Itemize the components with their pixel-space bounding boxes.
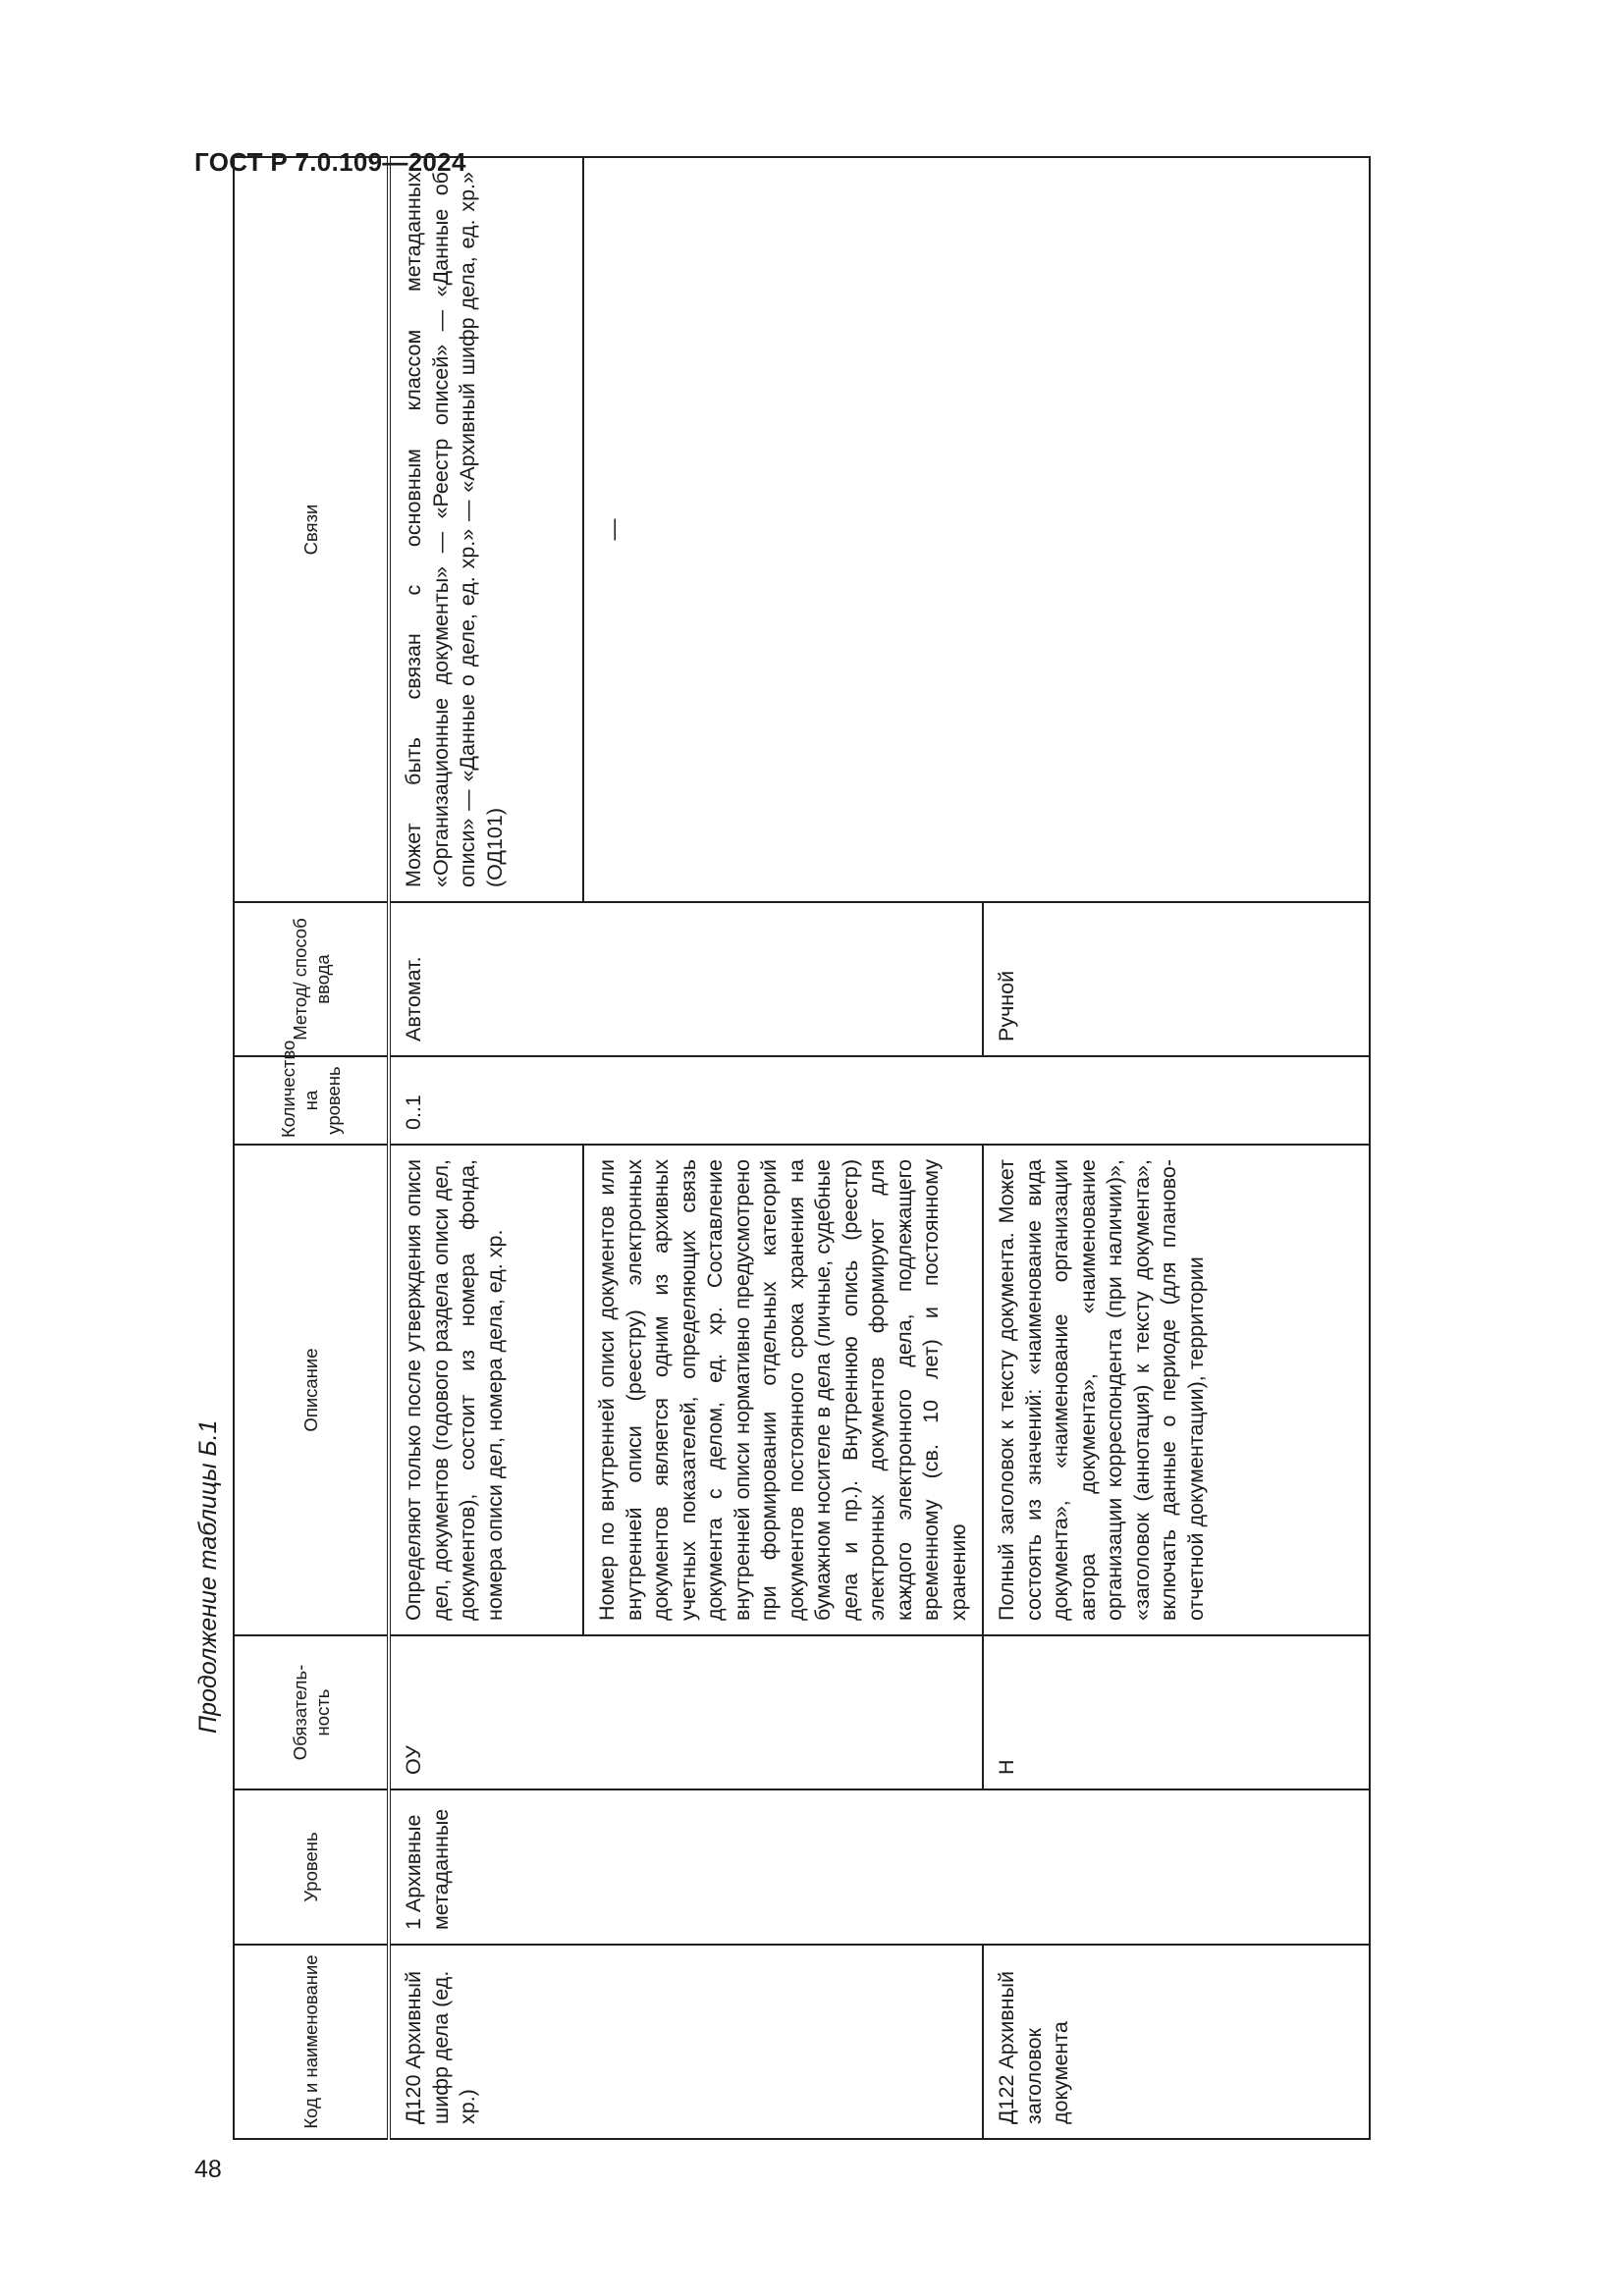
cell-links (583, 157, 1370, 902)
col-header-description: Описание (234, 1145, 389, 1635)
table-header-row (234, 157, 389, 2139)
col-header-quantity: Количество на уровень (234, 1056, 389, 1145)
cell-method: Автомат. (389, 902, 983, 1056)
cell-obligation: Н (983, 1635, 1370, 1789)
col-header-links: Связи (234, 157, 389, 902)
cell-description: Полный заголовок к тексту документа. Может состоять из значений: «наименование вида документа», «наименование организации автора документа», «наименование организации корреспондента (при наличии)», «заголовок (аннотация) к тексту документа», включать данные о периоде (для планово-отчетной документации), территории (983, 1145, 1370, 1635)
metadata-table (233, 156, 1371, 2140)
cell-description: Номер по внутренней описи документов или внутренней описи (реестру) электронных документов является одним из архивных учетных показателей, определяющих связь документа с делом, ед. хр. Составление внутренней описи нормативно предусмотрено при формировании отдельных категорий документов постоянного срока хранения на бумажном носителе в дела (личные, судебные дела и пр.). Внутреннюю опись (реестр) электронных документов формируют для каждого электронного дела, подлежащего временному (св. 10 лет) и постоянному хранению (583, 1145, 983, 1635)
col-header-obligation: Обязатель-ность (234, 1635, 389, 1789)
col-header-level: Уровень (234, 1789, 389, 1945)
cell-code: Д120 Архивный шифр дела (ед. хр.) (389, 1945, 983, 2139)
cell-code: Д122 Архивный заголовок документа (983, 1945, 1370, 2139)
col-header-method: Метод/ способ ввода (234, 902, 389, 1056)
table-caption: Продолжение таблицы Б.1 (194, 1419, 222, 1734)
empty-dash: — (601, 518, 625, 541)
cell-method: Ручной (983, 902, 1370, 1056)
cell-obligation: ОУ (389, 1635, 983, 1789)
rotated-table-container (233, 158, 1371, 2140)
cell-quantity: 0..1 (389, 1056, 1370, 1145)
col-header-code: Код и наименование (234, 1945, 389, 2139)
page-number: 48 (194, 2156, 222, 2183)
cell-links: Может быть связан с основным классом метаданных «Организационные документы» — «Реестр описей» — «Данные об описи» — «Данные о деле, ед. хр.» — «Архивный шифр дела, ед. хр.» (ОД101) (389, 157, 583, 902)
document-header: ГОСТ Р 7.0.109—2024 (194, 147, 466, 177)
cell-description: Определяют только после утверждения описи дел, документов (годового раздела описи дел, документов), состоит из номера фонда, номера описи дел, номера дела, ед. хр. (389, 1145, 583, 1635)
table-row (389, 157, 583, 2139)
cell-level: 1 Архивные метаданные (389, 1789, 1370, 1945)
